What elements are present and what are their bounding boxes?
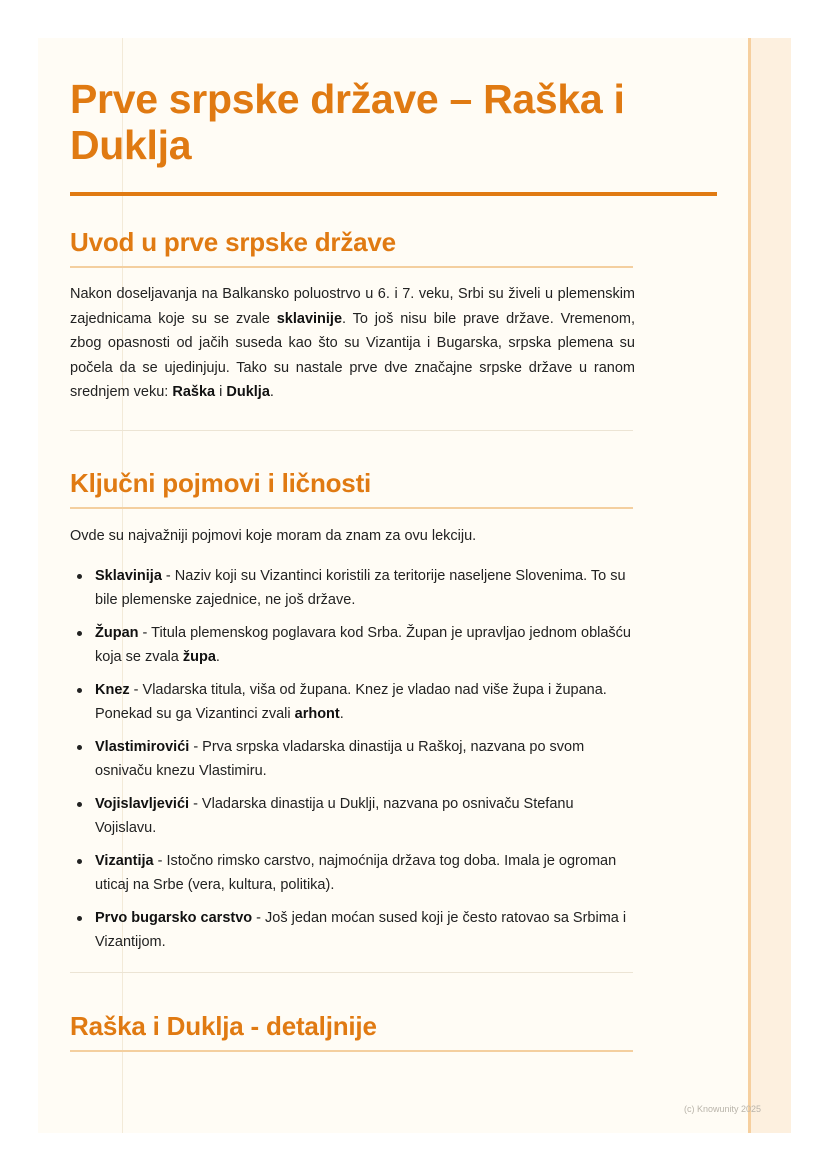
list-item — [70, 564, 635, 612]
page-title: Prve srpske države – Raška i Duklja — [70, 76, 625, 168]
section-underline — [70, 266, 633, 268]
term: Vizantija — [95, 853, 154, 869]
intro-text-3: i — [215, 384, 227, 400]
term-definition: - Prva srpska vladarska dinastija u Raškoj, nazvana po svom osnivaču knezu Vlastimiru. — [95, 739, 585, 779]
term-emphasis: župa — [182, 649, 216, 665]
intro-text-2: . To još nisu bile prave države. Vremenom, zbog opasnosti od jačih suseda kao što su Vizantija i Bugarska, srpska plemena su počela da se ujedinjuju. Tako su nastale prve dve značajne srpske države u ranom srednjem veku: — [70, 310, 635, 400]
term-definition: - Titula plemenskog poglavara kod Srba. Župan je upravljao jednom oblašću koja se zvala — [95, 625, 631, 665]
term: Vlastimirovići — [95, 739, 190, 755]
term: Vojislavljevići — [95, 796, 190, 812]
section-heading-details: Raška i Duklja - detaljnije — [70, 1011, 377, 1041]
list-item — [70, 621, 635, 669]
term: Knez — [95, 682, 130, 698]
page-side-strip — [748, 38, 791, 1133]
term-definition: - Vladarska dinastija u Duklji, nazvana po osnivaču Stefanu Vojislavu. — [95, 796, 574, 836]
section-underline — [70, 1050, 633, 1052]
intro-text-1: Nakon doseljavanja na Balkansko poluostrvo u 6. i 7. veku, Srbi su živeli u plemenskim zajednicama koje su se zvale — [70, 286, 635, 327]
intro-bold-raska: Raška — [172, 384, 216, 400]
list-item — [70, 906, 635, 954]
list-item — [70, 849, 635, 897]
side-strip-line — [748, 38, 751, 1133]
term: Prvo bugarsko carstvo — [95, 910, 253, 926]
intro-bold-sklavinije: sklavinije — [276, 310, 343, 327]
section-intro — [70, 226, 635, 431]
term-definition: - Vladarska titula, viša od župana. Knez je vladao nad više župa i župana. Ponekad su ga Vizantinci zvali — [95, 682, 607, 722]
key-terms-intro: Ovde su najvažniji pojmovi koje moram da znam za ovu lekciju. — [70, 527, 477, 544]
section-divider — [70, 430, 633, 431]
section-details — [70, 1010, 635, 1052]
list-item — [70, 678, 635, 726]
key-terms-list — [70, 564, 635, 954]
section-divider — [70, 972, 633, 973]
intro-paragraph — [70, 282, 635, 405]
section-underline — [70, 507, 633, 509]
term-tail: . — [215, 649, 220, 665]
term-emphasis: arhont — [294, 706, 340, 722]
intro-text-4: . — [269, 384, 274, 400]
title-underline — [70, 192, 717, 196]
term-tail: . — [339, 706, 344, 722]
section-heading-intro: Uvod u prve srpske države — [70, 227, 396, 257]
document-content — [70, 76, 635, 1052]
term-definition: - Istočno rimsko carstvo, najmoćnija država tog doba. Imala je ogroman uticaj na Srbe (vera, kultura, politika). — [95, 853, 617, 893]
term: Župan — [95, 625, 139, 641]
intro-bold-duklja: Duklja — [226, 384, 270, 400]
watermark: (c) Knowunity 2025 — [684, 1104, 762, 1114]
term-definition: - Naziv koji su Vizantinci koristili za teritorije naseljene Slovenima. To su bile plemenske zajednice, ne još države. — [95, 568, 626, 608]
list-item — [70, 735, 635, 783]
list-item — [70, 792, 635, 840]
term: Sklavinija — [95, 568, 162, 584]
document-page — [38, 38, 748, 1133]
term-definition: - Još jedan moćan sused koji je često ratovao sa Srbima i Vizantijom. — [95, 910, 627, 950]
section-key-terms — [70, 467, 635, 974]
section-heading-key-terms: Ključni pojmovi i ličnosti — [70, 467, 372, 498]
